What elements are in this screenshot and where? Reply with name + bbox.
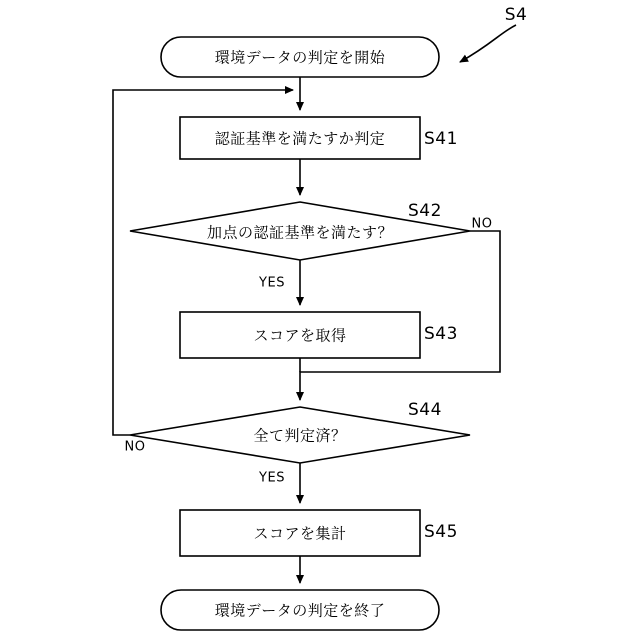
step-tag-s43: S43 <box>424 324 458 344</box>
step-tag-s45: S45 <box>424 522 458 542</box>
edge-label-s42-no: NO <box>471 216 493 232</box>
step-tag-s41: S41 <box>424 129 458 149</box>
edge-label-s44-yes: YES <box>259 470 285 486</box>
edge-label-s44-no: NO <box>124 439 146 455</box>
node-end-label: 環境データの判定を終了 <box>214 601 386 620</box>
node-s43-label: スコアを取得 <box>253 326 347 345</box>
node-s45-label: スコアを集計 <box>253 524 347 543</box>
edge-label-s42-yes: YES <box>259 275 285 291</box>
node-s42-label: 加点の認証基準を満たす？ <box>206 223 394 242</box>
step-tag-s42: S42 <box>408 201 442 221</box>
step-tag-s44: S44 <box>408 400 442 420</box>
diagram-title: S4 <box>504 5 528 25</box>
node-s41-label: 認証基準を満たすか判定 <box>214 129 386 148</box>
node-start-label: 環境データの判定を開始 <box>214 48 386 67</box>
title-leader-arrow <box>460 25 516 62</box>
node-s44-label: 全て判定済？ <box>253 426 347 445</box>
